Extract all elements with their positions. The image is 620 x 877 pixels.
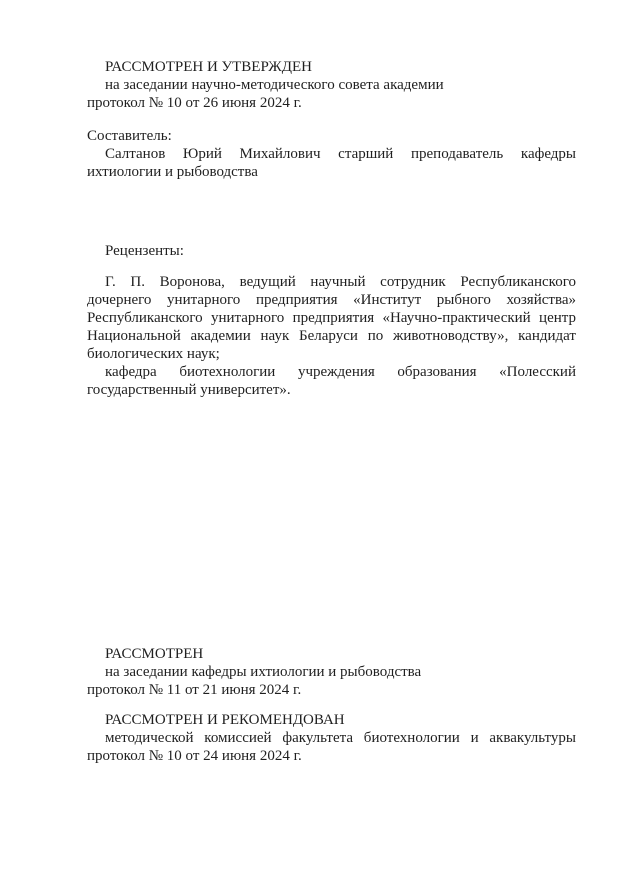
reviewer1-line: дочернего унитарного предприятия «Институт рыбного хозяйства» (87, 292, 576, 308)
compiler-department-line: ихтиологии и рыбоводства (87, 164, 258, 180)
reviewer1-line: Национальной академии наук Беларуси по животноводству», кандидат (87, 328, 576, 344)
compiler-name-line: Салтанов Юрий Михайлович старший преподаватель кафедры (105, 146, 576, 162)
approval-commission-title: РАССМОТРЕН И РЕКОМЕНДОВАН (105, 712, 345, 728)
approval-commission-block (87, 711, 576, 765)
approval-commission-session: методической комиссией факультета биотехнологии и аквакультуры (105, 730, 576, 746)
approval-academy-block (87, 58, 576, 112)
approval-commission-protocol: протокол № 10 от 24 июня 2024 г. (87, 748, 302, 764)
reviewer1-line: Республиканского унитарного предприятия «Научно-практический центр (87, 310, 576, 326)
reviewer2-line: государственный университет». (87, 382, 291, 398)
reviewer2-line: кафедра биотехнологии учреждения образования «Полесский (105, 364, 576, 380)
approval-department-protocol: протокол № 11 от 21 июня 2024 г. (87, 682, 302, 698)
approval-academy-protocol: протокол № 10 от 26 июня 2024 г. (87, 95, 302, 111)
reviewers-body-block (87, 273, 576, 399)
reviewer1-line: биологических наук; (87, 346, 220, 362)
approval-department-block (87, 645, 576, 699)
reviewers-heading-block (87, 242, 576, 260)
approval-academy-session: на заседании научно-методического совета академии (105, 77, 444, 93)
approval-department-session: на заседании кафедры ихтиологии и рыбоводства (105, 664, 422, 680)
compiler-block (87, 127, 576, 181)
approval-department-title: РАССМОТРЕН (105, 646, 204, 662)
compiler-heading: Составитель: (87, 128, 172, 144)
reviewer1-line: Г. П. Воронова, ведущий научный сотрудник Республиканского (105, 274, 576, 290)
reviewers-heading: Рецензенты: (105, 243, 184, 259)
approval-academy-title: РАССМОТРЕН И УТВЕРЖДЕН (105, 59, 312, 75)
